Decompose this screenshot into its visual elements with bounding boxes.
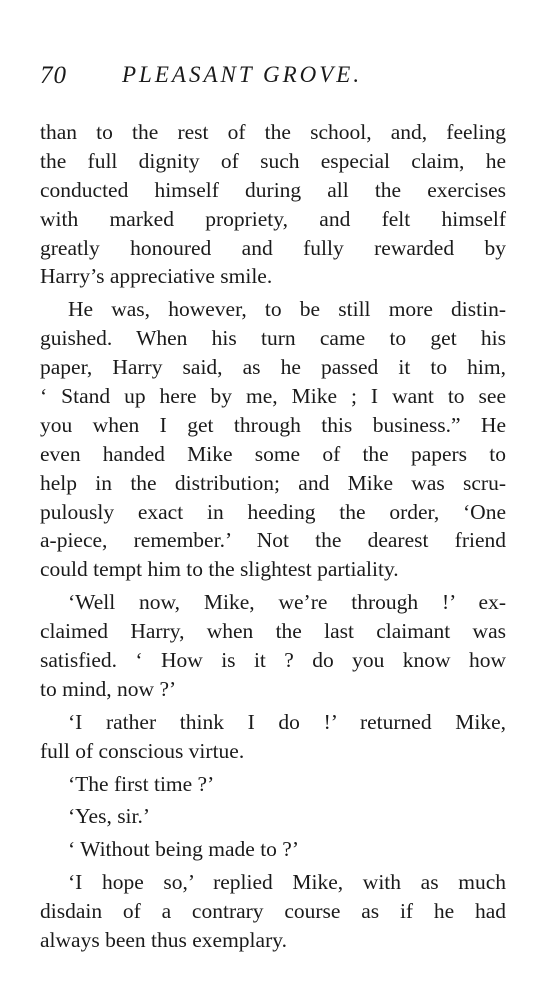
running-title: PLEASANT GROVE. bbox=[122, 62, 363, 87]
text-line: disdain of a contrary course as if he had bbox=[40, 899, 506, 924]
text-line: help in the distribution; and Mike was scru- bbox=[40, 470, 506, 495]
text-line: always been thus exemplary. bbox=[40, 928, 287, 953]
text-line: satisfied. ‘ How is it ? do you know how bbox=[40, 648, 506, 673]
text-line: pulously exact in heeding the order, ‘One bbox=[40, 499, 506, 524]
text-line: guished. When his turn came to get his bbox=[40, 326, 506, 351]
text-line: claimed Harry, when the last claimant was bbox=[40, 619, 506, 644]
text-line: could tempt him to the slightest partiality. bbox=[40, 557, 399, 582]
text-line: to mind, now ?’ bbox=[40, 676, 177, 701]
text-line: conducted himself during all the exercises bbox=[40, 177, 506, 202]
text-line: ‘Yes, sir.’ bbox=[68, 804, 151, 829]
text-line: ‘I rather think I do !’ returned Mike, bbox=[68, 709, 506, 734]
text-line: paper, Harry said, as he passed it to him, bbox=[40, 355, 506, 380]
text-line: ‘The first time ?’ bbox=[68, 771, 215, 796]
text-line: full of conscious virtue. bbox=[40, 738, 245, 763]
running-head bbox=[40, 62, 510, 96]
text-line: ‘Well now, Mike, we’re through !’ ex- bbox=[68, 590, 506, 615]
text-line: ‘ Without being made to ?’ bbox=[68, 837, 299, 862]
text-line: Harry’s appreciative smile. bbox=[40, 264, 273, 289]
text-line: greatly honoured and fully rewarded by bbox=[40, 235, 506, 260]
text-line: the full dignity of such especial claim, he bbox=[40, 148, 506, 173]
text-line: He was, however, to be still more distin- bbox=[68, 297, 506, 322]
text-line: you when I get through this business.” He bbox=[40, 412, 506, 437]
text-line: ‘I hope so,’ replied Mike, with as much bbox=[68, 870, 506, 895]
text-line: ‘ Stand up here by me, Mike ; I want to see bbox=[40, 384, 506, 409]
text-line: even handed Mike some of the papers to bbox=[40, 441, 506, 466]
page-number: 70 bbox=[40, 62, 67, 89]
text-line: with marked propriety, and felt himself bbox=[40, 206, 506, 231]
text-line: than to the rest of the school, and, feeling bbox=[40, 120, 506, 144]
body-text bbox=[40, 118, 506, 955]
text-line: a-piece, remember.’ Not the dearest friend bbox=[40, 528, 506, 553]
